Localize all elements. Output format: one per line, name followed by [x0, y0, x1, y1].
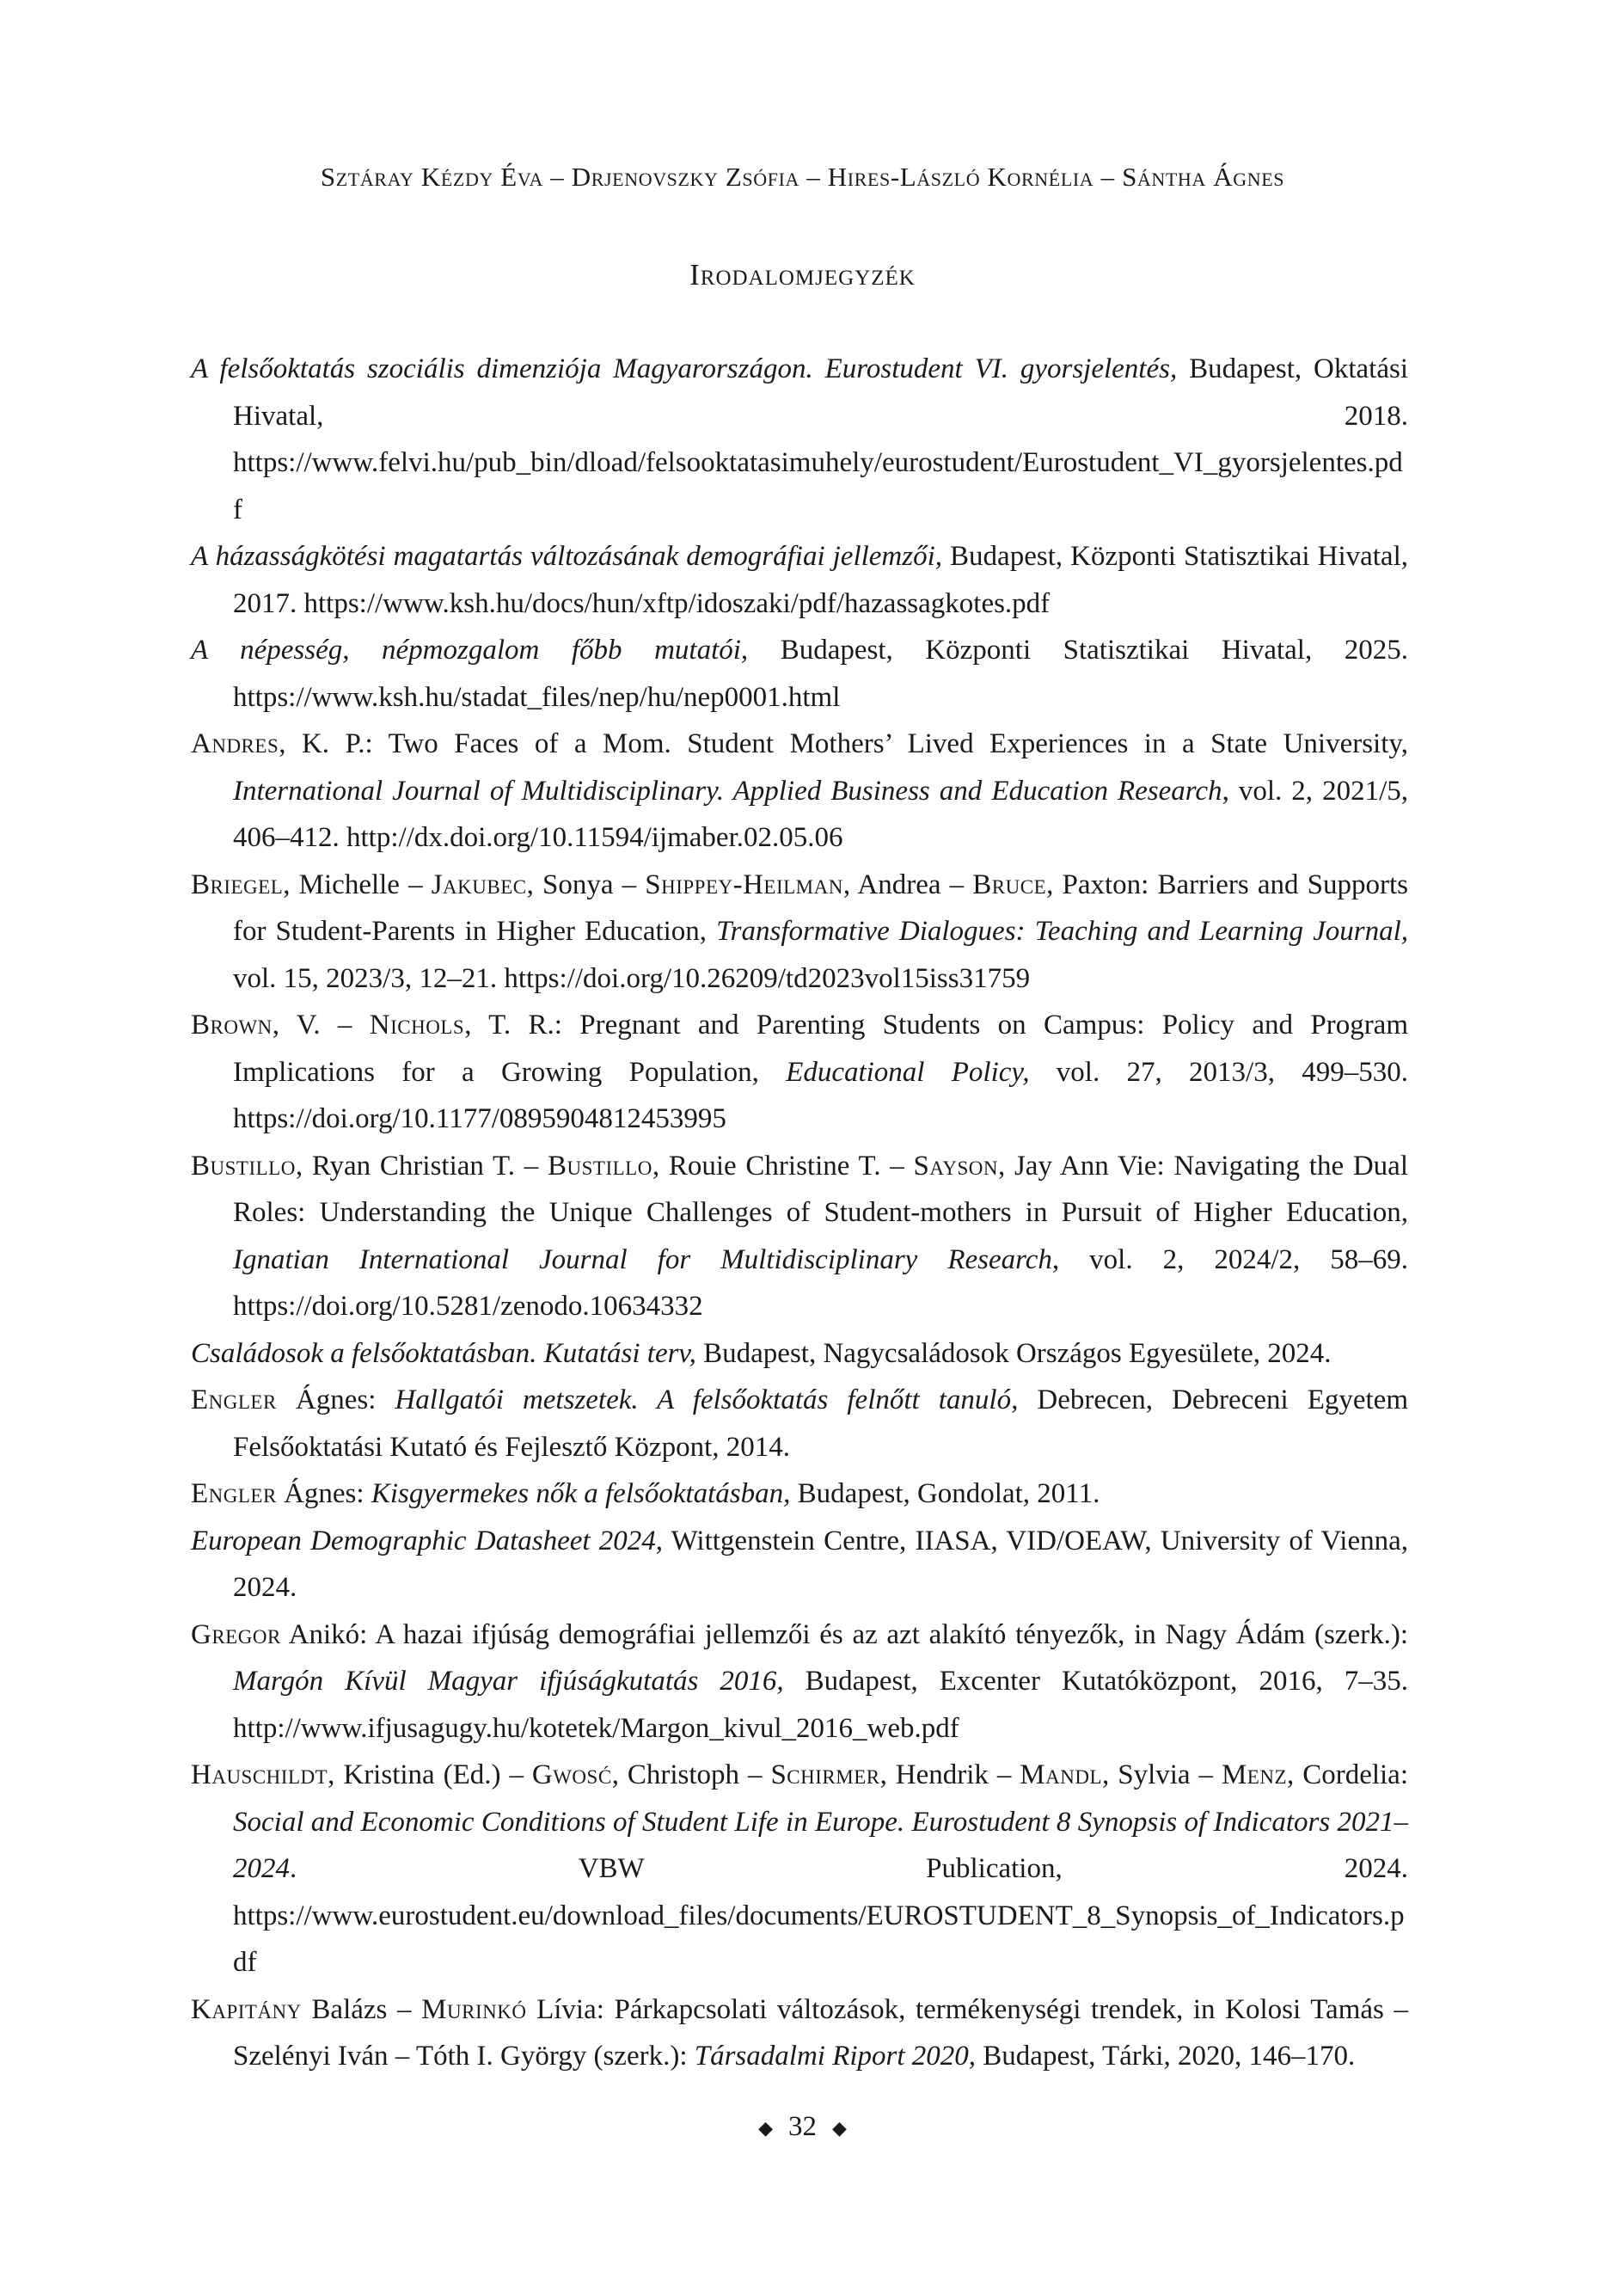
reference-entry [191, 721, 1408, 862]
work-title: European Demographic Datasheet 2024, [191, 1525, 663, 1556]
work-title: A felsőoktatás szociális dimenziója Magyarországon. Eurostudent VI. gyorsjelentés, [191, 353, 1178, 384]
reference-entry [191, 1377, 1408, 1470]
reference-text: , Cordelia: [1287, 1759, 1408, 1790]
work-title: Margón Kívül Magyar ifjúságkutatás 2016, [233, 1666, 784, 1697]
reference-text: , Kristina (Ed.) – [328, 1759, 532, 1790]
page-number: 32 [788, 2111, 817, 2142]
author-surname: Shippey-Heilman [645, 869, 843, 900]
diamond-bullet-icon: ◆ [832, 2117, 847, 2139]
reference-text: Budapest, Oktatási Hivatal, 2018. https://www.felvi.hu/pub_bin/dload/felsooktatasimuhely/eurostudent/Eurostudent_VI_gyorsjelentes.pdf [233, 353, 1408, 525]
reference-text: Budapest, Gondolat, 2011. [790, 1478, 1100, 1509]
author-surname: Briegel [191, 869, 284, 900]
reference-entry [191, 1752, 1408, 1986]
reference-text: , Michelle – [283, 869, 432, 900]
reference-text: , Christoph – [611, 1759, 771, 1790]
author-surname: Jakubec [431, 869, 527, 900]
reference-text: Budapest, Nagycsaládosok Országos Egyesülete, 2024. [695, 1337, 1332, 1369]
reference-text: , Andrea – [842, 869, 973, 900]
work-title: A népesség, népmozgalom főbb mutatói, [191, 635, 749, 666]
reference-text: , K. P.: Two Faces of a Mom. Student Mothers’ Lived Experiences in a State University, [279, 728, 1408, 759]
reference-text: . VBW Publication, 2024. https://www.eurostudent.eu/download_files/documents/EUROSTUDENT_8_Synopsis_of_Indicators.pdf [233, 1853, 1408, 1978]
author-surname: Menz [1221, 1759, 1287, 1790]
work-title: A házasságkötési magatartás változásának demográfiai jellemzői, [191, 541, 943, 572]
reference-text: vol. 27, 2013/3, 499–530. https://doi.org/10.1177/0895904812453995 [233, 1056, 1409, 1134]
reference-text: , Ryan Christian T. – [295, 1150, 548, 1182]
reference-text: Budapest, Excenter Kutatóközpont, 2016, 7–35. http://www.ifjusagugy.hu/kotetek/Margon_kivul_2016_web.pdf [233, 1666, 1408, 1744]
reference-entry [191, 627, 1408, 721]
author-surname: Schirmer [770, 1759, 880, 1790]
reference-text: Wittgenstein Centre, IIASA, VID/OEAW, University of Vienna, 2024. [233, 1525, 1408, 1603]
reference-entry [191, 862, 1408, 1003]
work-title: Ignatian International Journal for Multidisciplinary Research [233, 1243, 1052, 1275]
reference-entry [191, 1470, 1408, 1518]
work-title: Kisgyermekes nők a felsőoktatásban, [371, 1478, 791, 1509]
reference-entry [191, 1143, 1408, 1330]
author-surname: Sayson [913, 1150, 998, 1182]
reference-text: , V. – [272, 1010, 370, 1041]
author-surname: Gregor [191, 1618, 281, 1650]
work-title: Educational Policy, [786, 1056, 1030, 1088]
reference-list [191, 346, 1408, 2080]
reference-text: , Jay Ann Vie: Navigating the Dual Roles: Understanding the Unique Challenges of Student-mothers in Pursuit of Higher Education, [233, 1150, 1408, 1228]
author-surname: Gwosć [531, 1759, 612, 1790]
author-surname: Bustillo [191, 1150, 296, 1182]
work-title: Transformative Dialogues: Teaching and Learning Journal, [716, 916, 1408, 947]
work-title: Társadalmi Riport 2020, [694, 2041, 977, 2072]
reference-text: Balázs – [301, 1993, 422, 2025]
reference-text: , Sylvia – [1102, 1759, 1222, 1790]
author-surname: Bruce [972, 869, 1047, 900]
reference-text: , vol. 2, 2021/5, 406–412. http://dx.doi.org/10.11594/ijmaber.02.05.06 [233, 775, 1408, 853]
work-title: Social and Economic Conditions of Student Life in Europe. Eurostudent 8 Synopsis of Indicators 2021–2024 [233, 1806, 1408, 1884]
work-title: Családosok a felsőoktatásban. Kutatási terv, [191, 1337, 696, 1369]
reference-text: vol. 15, 2023/3, 12–21. https://doi.org/10.26209/td2023vol15iss31759 [233, 962, 1031, 994]
reference-entry [191, 1611, 1408, 1753]
reference-text: Debrecen, Debreceni Egyetem Felsőoktatási Kutató és Fejlesztő Központ, 2014. [233, 1384, 1408, 1463]
reference-entry [191, 1002, 1408, 1143]
author-surname: Kapitány [191, 1993, 302, 2025]
reference-text: , Hendrik – [879, 1759, 1020, 1790]
reference-text: , Sonya – [526, 869, 646, 900]
work-title: Hallgatói metszetek. A felsőoktatás felnőtt tanuló, [395, 1384, 1019, 1415]
reference-text: , T. R.: Pregnant and Parenting Students on Campus: Policy and Program Implications for a Growing Population, [233, 1010, 1408, 1088]
reference-entry [191, 1330, 1408, 1378]
author-surname: Engler [191, 1384, 277, 1415]
reference-entry [191, 533, 1408, 627]
reference-text: Ágnes: [276, 1478, 371, 1509]
reference-text: Ágnes: [276, 1384, 395, 1415]
reference-text: , Rouie Christine T. – [652, 1150, 914, 1182]
author-surname: Engler [191, 1478, 277, 1509]
author-surname: Brown [191, 1010, 273, 1041]
diamond-bullet-icon: ◆ [758, 2117, 773, 2139]
author-surname: Mandl [1020, 1759, 1103, 1790]
running-head: Sztáray Kézdy Éva – Drjenovszky Zsófia – Hires-László Kornélia – Sántha Ágnes [320, 162, 1285, 192]
author-surname: Murinkó [421, 1993, 527, 2025]
page-footer [0, 2111, 1605, 2143]
reference-entry [191, 1518, 1408, 1611]
work-title: International Journal of Multidisciplinary. Applied Business and Education Research [233, 775, 1222, 807]
reference-text: Budapest, Központi Statisztikai Hivatal, 2017. https://www.ksh.hu/docs/hun/xftp/idoszaki/pdf/hazassagkotes.pdf [233, 541, 1408, 619]
author-surname: Hauschildt [191, 1759, 328, 1790]
author-surname: Bustillo [548, 1150, 652, 1182]
reference-text: Anikó: A hazai ifjúság demográfiai jellemzői és az azt alakító tényezők, in Nagy Ádám (szerk.): [280, 1618, 1408, 1650]
reference-entry [191, 1986, 1408, 2080]
reference-text: Budapest, Központi Statisztikai Hivatal, 2025. https://www.ksh.hu/stadat_files/nep/hu/nep0001.html [233, 635, 1408, 713]
reference-text: Lívia: Párkapcsolati változások, termékenységi trendek, in Kolosi Tamás – Szelényi Iván – Tóth I. György (szerk.): [233, 1993, 1408, 2072]
reference-text: , Paxton: Barriers and Supports for Student-Parents in Higher Education, [233, 869, 1409, 947]
reference-text: , vol. 2, 2024/2, 58–69. https://doi.org/10.5281/zenodo.10634332 [233, 1243, 1408, 1322]
author-surname: Nichols [369, 1010, 465, 1041]
author-surname: Andres [191, 728, 279, 759]
section-title: Irodalomjegyzék [689, 258, 916, 292]
reference-text: Budapest, Tárki, 2020, 146–170. [976, 2041, 1356, 2072]
reference-entry [191, 346, 1408, 533]
